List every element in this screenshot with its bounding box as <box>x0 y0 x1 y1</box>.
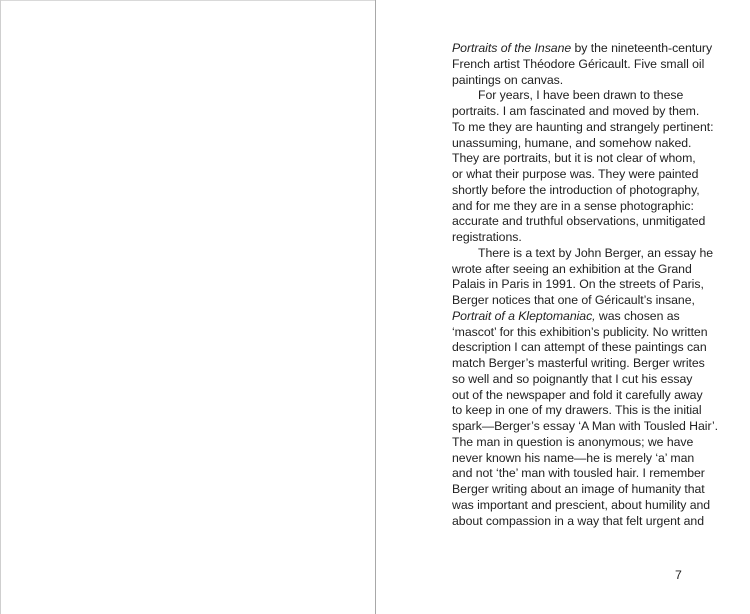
text-line <box>452 293 722 309</box>
text-line <box>452 277 722 293</box>
line-text: Berger notices that one of Géricault’s insane, <box>452 293 695 307</box>
text-line <box>452 183 722 199</box>
body-text <box>452 41 722 529</box>
text-line <box>452 498 722 514</box>
spread-left-edge <box>0 0 1 614</box>
text-line <box>452 104 722 120</box>
line-text: out of the newspaper and fold it carefully away <box>452 387 703 402</box>
line-text: Berger writing about an image of humanity that <box>452 482 705 496</box>
line-text: was important and prescient, about humility and <box>452 497 711 512</box>
line-text: ‘mascot’ for this exhibition’s publicity. No written <box>452 324 708 339</box>
line-text: description I can attempt of these paintings can <box>452 340 707 355</box>
line-text: To me they are haunting and strangely pertinent: <box>452 119 714 134</box>
line-text: match Berger’s masterful writing. Berger writes <box>452 356 705 370</box>
italic-title: Portraits of the Insane <box>452 41 572 55</box>
line-text: or what their purpose was. They were painted <box>452 167 699 181</box>
line-text: and not ‘the’ man with tousled hair. I remember <box>452 466 705 481</box>
book-gutter <box>375 0 376 614</box>
line-text: portraits. I am fascinated and moved by them. <box>452 104 700 118</box>
page-number: 7 <box>675 568 682 582</box>
text-line <box>452 199 722 215</box>
line-text: They are portraits, but it is not clear of whom, <box>452 151 696 166</box>
text-line <box>452 388 722 404</box>
text-line <box>452 136 722 152</box>
line-text: For years, I have been drawn to these <box>478 88 684 103</box>
text-line <box>452 419 722 435</box>
text-line <box>452 466 722 482</box>
text-line <box>452 167 722 183</box>
text-line <box>452 151 722 167</box>
line-text: was chosen as <box>595 308 680 323</box>
text-line <box>452 246 722 262</box>
text-line <box>452 230 722 246</box>
line-text: Palais in Paris in 1991. On the streets of Paris, <box>452 277 704 292</box>
line-text: paintings on canvas. <box>452 72 564 87</box>
text-line <box>452 514 722 530</box>
line-text: wrote after seeing an exhibition at the Grand <box>452 261 692 276</box>
text-line <box>452 372 722 388</box>
line-text: never known his name—he is merely ‘a’ man <box>452 450 695 465</box>
line-text: shortly before the introduction of photography, <box>452 182 700 197</box>
line-text: by the nineteenth-century <box>571 41 713 55</box>
text-line <box>452 451 722 467</box>
line-text: so well and so poignantly that I cut his essay <box>452 371 693 386</box>
text-line <box>452 41 722 57</box>
line-text: and for me they are in a sense photographic: <box>452 198 694 213</box>
text-line <box>452 356 722 372</box>
line-text: There is a text by John Berger, an essay he <box>478 245 714 260</box>
line-text: registrations. <box>452 230 522 244</box>
text-line <box>452 57 722 73</box>
text-line <box>452 482 722 498</box>
text-line <box>452 403 722 419</box>
text-line <box>452 325 722 341</box>
text-line <box>452 73 722 89</box>
line-text: accurate and truthful observations, unmitigated <box>452 214 706 229</box>
line-text: about compassion in a way that felt urgent and <box>452 513 704 528</box>
line-text: The man in question is anonymous; we have <box>452 434 694 449</box>
text-line <box>452 340 722 356</box>
italic-title: Portrait of a Kleptomaniac, <box>452 308 596 323</box>
text-line <box>452 262 722 278</box>
text-line <box>452 214 722 230</box>
line-text: spark—Berger’s essay ‘A Man with Tousled Hair’. <box>452 419 719 433</box>
line-text: French artist Théodore Géricault. Five small oil <box>452 56 705 71</box>
text-line <box>452 435 722 451</box>
text-line <box>452 309 722 325</box>
text-line <box>452 120 722 136</box>
text-line <box>452 88 722 104</box>
line-text: to keep in one of my drawers. This is the initial <box>452 403 702 418</box>
line-text: unassuming, humane, and somehow naked. <box>452 135 692 150</box>
